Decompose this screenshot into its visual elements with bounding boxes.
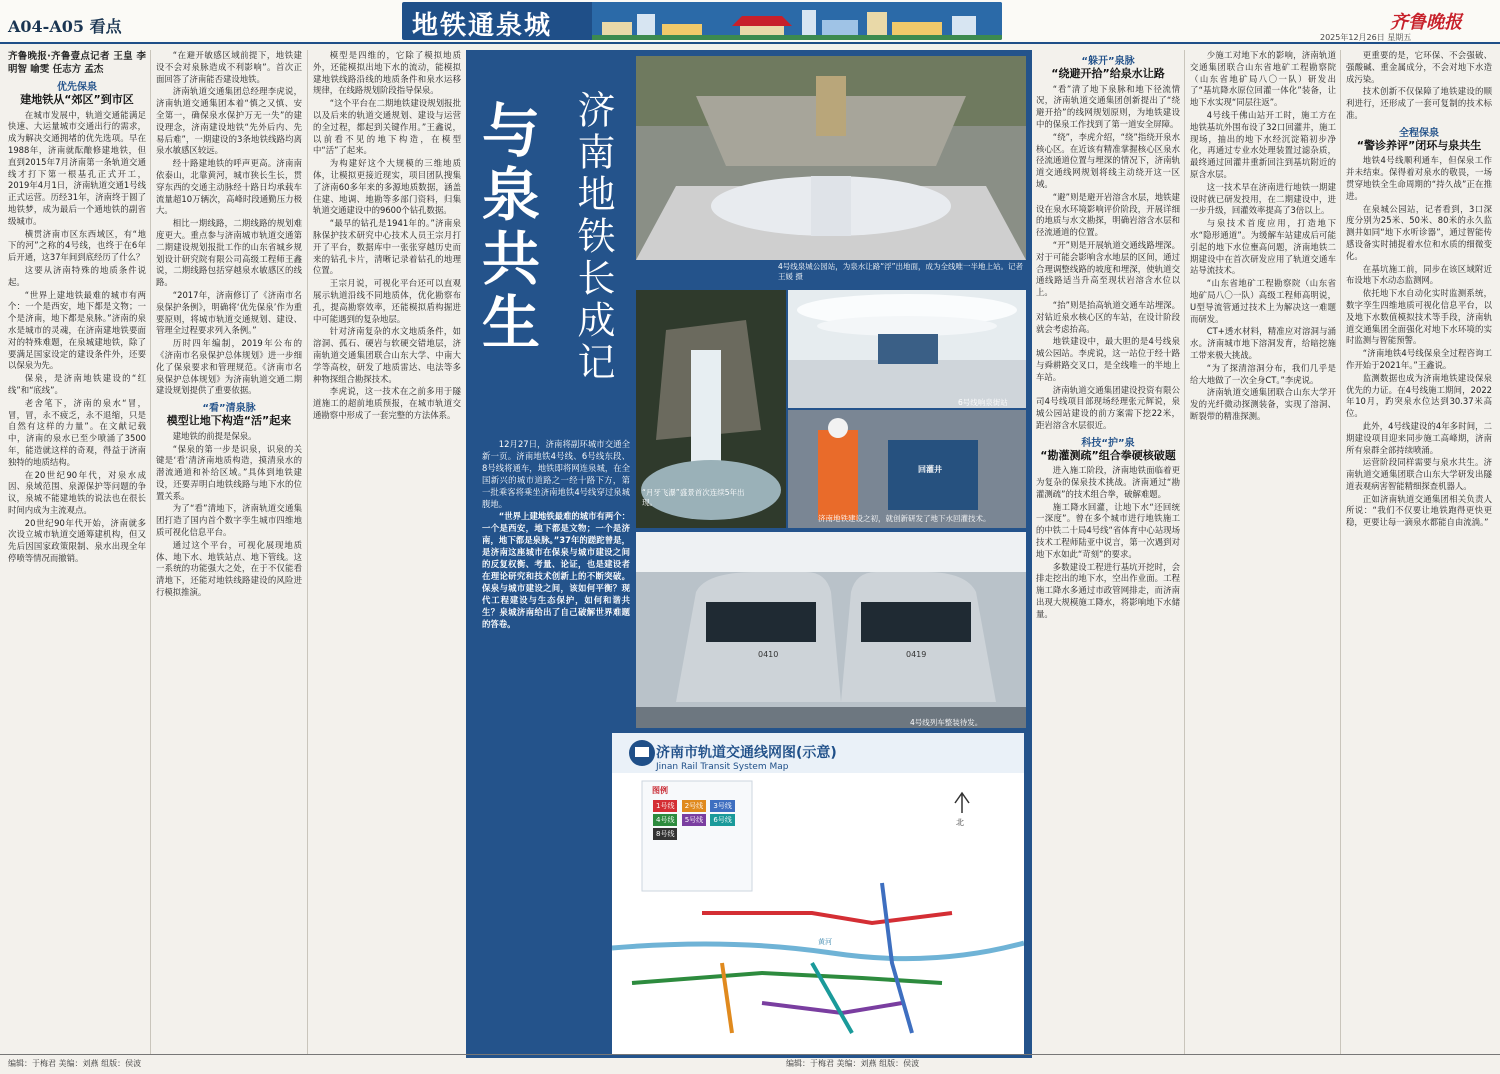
paragraph: “这个平台在二期地铁建设规划报批以及后来的轨道交通规划、建设与运营的全过程，都起到关键作用。”王鑫说，以前看不见的地下构造，在模型中“活”了起来。 <box>313 98 461 156</box>
photo-caption: 4号线泉城公园站，为泉水让路“浮”出地面，成为全线唯一半地上站。记者 王媛 摄 <box>778 262 1024 281</box>
sub-headline: 济南地铁长成记 <box>571 90 615 384</box>
trains-image <box>636 532 1026 728</box>
section-heading: “绕避开拾”给泉水让路 <box>1051 66 1165 80</box>
lead-quote: “世界上建地铁最难的城市有两个：一个是西安，地下都是文物；一个是济南，地下都是泉脉。”37年的蹉跎曾是，是济南这座城市在保泉与城市建设之间的反复权衡、考量、论证，也是建设者在理论研究和技术创新上的不断突破。保泉与城市建设之间，该如何平衡？现代工程建设与生态保护，如何和谐共生？泉城济南给出了自己破解世界难题的答卷。 <box>482 511 630 629</box>
paragraph: 与泉技术首度应用，打造地下水“隐形通道”。为缓解车站建成后可能引起的地下水位壅高问题，济南地铁二期建设中在首次研发应用了轨道交通车站导流技术。 <box>1190 218 1336 276</box>
section-banner <box>402 2 1002 40</box>
paragraph: CT+透水材料，精准应对溶洞与涌水。济南城市地下溶洞发育，给暗挖施工带来极大挑战。 <box>1190 326 1336 360</box>
paragraph: “2017年，济南修订了《济南市名泉保护条例》，明确将‘优先保泉’作为重要原则，将城市轨道交通规划、建设、管理全过程要求列入条例。” <box>156 289 302 336</box>
paragraph: 依托地下水自动化实时监测系统，数字孪生四维地质可视化信息平台，以及地下水数值模拟技术等手段，济南轨道交通集团全面强化对地下水环境的实时监测与智能预警。 <box>1346 288 1492 346</box>
city-skyline-illustration <box>592 2 1002 40</box>
legend-line-6: 6号线 <box>710 814 734 826</box>
section-heading: 建地铁从“郊区”到市区 <box>20 92 134 106</box>
paragraph: 地铁4号线顺利通车，但保泉工作并未结束。保得着对泉水的敬畏，一场贯穿地铁全生命周期的“持久战”正在推进。 <box>1346 155 1492 201</box>
paragraph: 为了“看”清地下，济南轨道交通集团打造了国内首个数字孪生城市四维地质可视化信息平台。 <box>156 503 302 538</box>
legend-line-8: 8号线 <box>653 828 677 840</box>
train-number: 0419 <box>906 650 927 659</box>
paragraph: “为了探清溶洞分布，我们几乎是给大地做了一次全身CT。”李虎说。 <box>1190 362 1336 385</box>
paragraph: “抬”则是抬高轨道交通车站埋深。对钻近泉水核心区的车站，在设计阶段就会考虑抬高。 <box>1036 299 1180 334</box>
paragraph: “绕”，李虎介绍，“绕”指绕开泉水核心区。在近该有精准掌握核心区泉水径流通道位置与埋深的情况下，济南轨道交通线网规划将线主动绕开这一区域。 <box>1036 131 1180 189</box>
article-column-6 <box>1346 50 1492 1054</box>
recharge-well-sign: 回灌井 <box>918 465 942 474</box>
section-kicker: 科技“护”泉 <box>1081 437 1135 449</box>
paragraph: 为构建好这个大规模的三维地质体，让模拟更接近现实，项目团队搜集了济南60多年来的多源地质数据，涵盖住建、地调、地勘等多部门资料，归集轨道交通建设中的9600个钻孔数据。 <box>313 158 461 216</box>
paragraph: “世界上建地铁最难的城市有两个：一个是西安，地下都是文物；一个是济南，地下都是泉脉。”济南的泉水是城市的灵魂，在济南建地铁要面对的特殊难题，在泉城建地铁，除了要满足国家设定的建设条件外，还要以保泉为先。 <box>8 289 146 371</box>
section-kicker: “躲开”泉脉 <box>1081 56 1135 67</box>
legend-line-3: 3号线 <box>710 800 734 812</box>
paragraph: 技术创新不仅保障了地铁建设的顺利进行，还形成了一套可复制的技术标准。 <box>1346 86 1492 120</box>
paragraph: 此外，4号线建设的4年多时间，二期建设项目迎来同步施工高峰期，济南所有泉群全部持续喷涌。 <box>1346 420 1492 455</box>
paragraph: 这要从济南特殊的地质条件说起。 <box>8 264 146 287</box>
river-label: 黄河 <box>818 938 832 946</box>
photo-caption: “月牙飞瀑”盛景首次连续5年出现。 <box>642 488 745 507</box>
banner-title: 地铁通泉城 <box>412 11 553 40</box>
paragraph: 在泉城公园站，记者看到，3口深度分别为25米、50米、80米的永久监测井如同“地下水听诊器”，通过智能传感设备实时捕捉着水位和水质的细微变化。 <box>1346 203 1492 261</box>
photo-recharge-well <box>788 410 1026 528</box>
column-divider <box>150 50 151 1054</box>
photo-line4-trains <box>636 532 1026 728</box>
footer-divider <box>0 1054 1500 1055</box>
paragraph: “避”则是避开岩溶含水层，地铁建设在泉水环境影响评价阶段，开展详细的地质与水文勘探，明确岩溶含水层和径流通道的位置。 <box>1036 191 1180 238</box>
paragraph: 建地铁的前提是保泉。 <box>172 430 257 441</box>
section-kicker: 全程保泉 <box>1399 127 1439 139</box>
paragraph: 20世纪90年代开始，济南就多次设立城市轨道交通筹建机构，但又先后因国家政策限制、泉水出现全年停喷等情况而撤销。 <box>8 517 146 564</box>
legend-line-2: 2号线 <box>682 800 706 812</box>
paragraph: 运营阶段同样需要与泉水共生。济南轨道交通集团联合山东大学研发出隧道表观病害智能精细探查机器人。 <box>1346 457 1492 491</box>
section-kicker: “看”清泉脉 <box>202 403 256 415</box>
legend-line-4: 4号线 <box>653 814 677 826</box>
paragraph: 模型是四维的，它除了模拟地质外，还能模拟出地下水的流动，能模拟建地铁线路沿线的地质条件和泉水运移规律，在线路规划阶段指导保泉。 <box>313 50 461 96</box>
photo-xiangquan-station <box>788 290 1026 408</box>
map-legend-title: 图例 <box>652 786 668 795</box>
page-label: A04-A05 看点 <box>8 17 122 36</box>
paragraph: 更重要的是，它环保、不会强破、强酸碱、重金属成分，不会对地下水造成污染。 <box>1346 50 1492 84</box>
paragraph: 在城市发展中，轨道交通能满足快速、大运量城市交通出行的需求，成为解决交通拥堵的优先选项。早在1988年，济南就酝酿修建地铁，但直到2015年7月济南第一条轨道交通线才打下第一根基孔正式开工，2019年4月1日，济南轨道交通1号线正式运营。历经31年，济南终于圆了地铁梦，成为最后一个通地铁的副省级城市。 <box>8 109 146 226</box>
photo-caption: 4号线列车整装待发。 <box>910 718 983 727</box>
paragraph: 监测数据也成为济南地铁建设保泉优先的力证。在4号线施工期间，2022年10月，趵突泉水位达到30.37米高位。 <box>1346 372 1492 419</box>
paragraph: 进入施工阶段，济南地铁面临着更为复杂的保泉技术挑战。济南通过“勘灌测疏”的技术组合拳，破解难题。 <box>1036 465 1180 499</box>
paragraph: 少施工对地下水的影响，济南轨道交通集团联合山东省地矿工程勘察院（山东省地矿局八〇一队）研发出了“基坑降水原位回灌一体化”装备，让地下水实现“同层往返”。 <box>1190 50 1336 108</box>
photo-caption: 济南地铁建设之初，就创新研发了地下水回灌技术。 <box>818 514 991 523</box>
map-legend <box>652 799 748 841</box>
legend-line-5: 5号线 <box>682 814 706 826</box>
article-column-5 <box>1190 50 1336 1054</box>
train-number: 0410 <box>758 650 779 659</box>
section-heading: “勘灌测疏”组合拳硬核破题 <box>1040 448 1176 462</box>
paragraph: 正如济南轨道交通集团相关负责人所说：“我们不仅要让地铁跑得更快更稳，更要让每一滴泉水都能自由流淌。” <box>1346 493 1492 528</box>
newspaper-logo: 齐鲁晚报 <box>1390 12 1462 33</box>
paragraph: 相比一期线路，二期线路的规划难度更大。重点参与济南城市轨道交通第二期建设规划报批工作的山东省城乡规划设计研究院有限公司高级工程师王鑫说，二期线路包括穿越泉水敏感区的线路。 <box>156 218 302 288</box>
paragraph: “山东省地矿工程勘察院（山东省地矿局八〇一队）高级工程师高明说，U型导流管通过技术上为解决这一难题而研发。 <box>1190 278 1336 324</box>
paragraph: “济南地铁4号线保泉全过程咨询工作开始于2021年。”王鑫说。 <box>1346 348 1492 370</box>
transit-map <box>612 733 1024 1055</box>
paragraph: 横贯济南市区东西域区，有“地下的河”之称的4号线，也终于在6年后开通，这37年间到底经历了什么？ <box>8 228 146 263</box>
paragraph: 济南轨道交通集团总经理李虎说，济南轨道交通集团本着“慎之又慎、安全第一，确保泉水保护万无一失”的建设理念，济南建设地铁“先外后内、先易后难”，一期建设的3条地铁线路均离泉水敏感区较远。 <box>156 86 302 156</box>
north-arrow-label: 北 <box>956 818 964 827</box>
photo-caption: 6号线响泉街站 <box>958 398 1008 407</box>
paragraph: 在20世纪90年代，对泉水成因、泉域范围、泉源保护等问题的争议，泉城不能建地铁的说法也在很长时间内成为主流观点。 <box>8 469 146 515</box>
footer-credits-right: 编辑：于梅君 美编：刘燕 组版：侯波 <box>786 1059 920 1068</box>
paragraph: “看”清了地下泉脉和地下径流情况，济南轨道交通集团创新提出了“绕避开拾”的线网规划原则，为地铁建设中的保泉工作找到了第一道安全屏障。 <box>1036 83 1180 129</box>
feature-lead <box>482 438 630 630</box>
station-aerial-image <box>636 56 1026 260</box>
concourse-image <box>788 290 1026 408</box>
column-divider <box>1184 50 1185 1054</box>
paragraph: 李虎说，这一技术在之前多用于隧道施工的超前地质预报，在城市轨道交通勘察中形成了一套完整的方法体系。 <box>313 386 461 420</box>
column-divider <box>307 50 308 1054</box>
transit-map-drawing <box>612 733 1024 1055</box>
paragraph: 这一技术早在济南进行地铁一期建设时就已研发投用，在二期建设中，进一步升级，回灌效率提高了3倍以上。 <box>1190 181 1336 216</box>
paragraph: 针对济南复杂的水文地质条件，如溶洞、孤石、硬岩与软硬交错地层，济南轨道交通集团联合山东大学、中南大学等高校，研发了地质雷达、电法等多种物探组合勘探技术。 <box>313 326 461 384</box>
paragraph: “保泉的第一步是识泉，识泉的关键是‘看’清济南地质构造，摸清泉水的潜流通道和补给区域。”具体到地铁建设，还要弄明白地铁线路与地下水的位置关系。 <box>156 443 302 501</box>
section-heading: 模型让地下构造“活”起来 <box>166 413 292 427</box>
paragraph: 历时四年编制，2019年公布的《济南市名泉保护总体规划》进一步细化了保泉要求和管理规范。《济南市名泉保护总体规划》为济南轨道交通二期建设规划提供了重要依据。 <box>156 338 302 396</box>
paragraph: “在避开敏感区域前提下，地铁建设不会对泉脉造成不利影响”。首次正面回答了济南能否建设地铁。 <box>156 50 302 84</box>
page-header <box>0 0 1500 42</box>
section-kicker: 优先保泉 <box>57 82 97 93</box>
article-column-2 <box>156 50 302 1054</box>
worker-image <box>788 410 1026 528</box>
paragraph: 老舍笔下，济南的泉水“冒，冒，冒，永不疲乏，永不退缩，只是自然有这样的力量”。在文献记载中，济南的泉水已至少喷涌了3500年，能造就这样的奇观，得益于济南独特的地质结构。 <box>8 397 146 467</box>
column-divider <box>1340 50 1341 1054</box>
paragraph: 地铁建设中，最大胆的是4号线泉城公园站。李虎说，这一站位于经十路与舜耕路交叉口，是全线唯一的半地上车站。 <box>1036 336 1180 382</box>
paragraph: 多数建设工程进行基坑开挖时，会排走挖出的地下水，空出作业面。工程施工降水多通过市政管网排走，而济南出现大规模施工降水，将影响地下水储量。 <box>1036 561 1180 619</box>
paragraph: 经十路建地铁的呼声更高。济南南依泰山，北靠黄河，城市狭长生长，贯穿东西的交通主动脉经十路日均承载车流量超10万辆次，高峰时段通勤压力极大。 <box>156 158 302 216</box>
paragraph: 施工降水回灌，让地下水“还回统一深度”。曾在多个城市进行地铁施工的中铁二十局4号线“省体育中心站现场技术工程师陆亚中说言，第一次遇到对地下水如此“苛刻”的要求。 <box>1036 501 1180 559</box>
paragraph: 济南轨道交通集团建设投资有限公司4号线项目部现场经理张元辉说，泉城公园站建设的前方案需下挖22米，距岩溶含水层很近。 <box>1036 384 1180 430</box>
article-column-1 <box>8 50 146 1054</box>
paragraph: 王宗月说，可视化平台还可以直观展示轨道沿线不同地质体，优化勘察布孔，提高勘察效率，还能模拟盾构掘进中可能遇到的复杂地层。 <box>313 278 461 324</box>
paragraph: 在基坑施工前，同步在该区域附近布设地下水动态监测网。 <box>1346 263 1492 286</box>
paragraph: “最早的钻孔是1941年的。”济南泉脉保护技术研究中心技术人员王宗月打开了平台，数据库中一张张穿越历史而来的钻孔卡片，清晰记录着钻孔的地理位置。 <box>313 218 461 276</box>
paragraph: 4号线千佛山站开工时，施工方在地铁基坑外围布设了32口回灌井，施工现场，抽出的地下水经沉淀箱初步净化，再通过专业水处理装置过滤杂质，最终通过回灌井重新回注到基坑附近的原含水层。 <box>1190 109 1336 179</box>
article-column-3 <box>313 50 461 1054</box>
lead-paragraph: 12月27日，济南将副环城市交通全新一页。济南地铁4号线、6号线东段、8号线将通车，地铁即将网连泉城，在全国新兴的城市道路之一经十路下方，第一批乘客将乘坐济南地铁4号线穿过泉城腹地。 <box>482 439 630 509</box>
footer-credits-left: 编辑：于梅君 美编：刘燕 组版：侯波 <box>8 1059 142 1068</box>
header-divider <box>0 42 1500 44</box>
section-heading: “警诊养评”闭环与泉共生 <box>1356 138 1482 152</box>
paragraph: 通过这个平台，可视化展现地质体、地下水、地铁站点、地下管线。这一系统的功能强大之处，在于不仅能看清地下，还能对地铁线路建设的风险进行模拟推演。 <box>156 539 302 598</box>
paragraph: 保泉，是济南地铁建设的“红线”和“底线”。 <box>8 373 146 395</box>
map-title-english: Jinan Rail Transit System Map <box>656 762 789 772</box>
photo-quancheng-park-station <box>636 56 1026 260</box>
byline: 齐鲁晚报·齐鲁壹点记者 王皇 李明智 喻雯 任志方 孟杰 <box>8 51 146 75</box>
issue-date: 2025年12月26日 星期五 <box>1320 33 1412 42</box>
article-column-4 <box>1036 50 1180 1054</box>
paragraph: 济南轨道交通集团联合山东大学开发的光纤微动探测装备，实现了溶洞、断裂带的精准探测。 <box>1190 387 1336 421</box>
legend-line-1: 1号线 <box>653 800 677 812</box>
map-title: 济南市轨道交通线网图(示意) <box>656 745 837 761</box>
paragraph: “开”则是开展轨道交通线路埋深。对于可能会影响含水地层的区间，通过合理调整线路的坡度和埋深，使轨道交通线路适当升高至现状岩溶含水位以上。 <box>1036 239 1180 298</box>
main-headline: 与泉共生 <box>472 100 540 356</box>
